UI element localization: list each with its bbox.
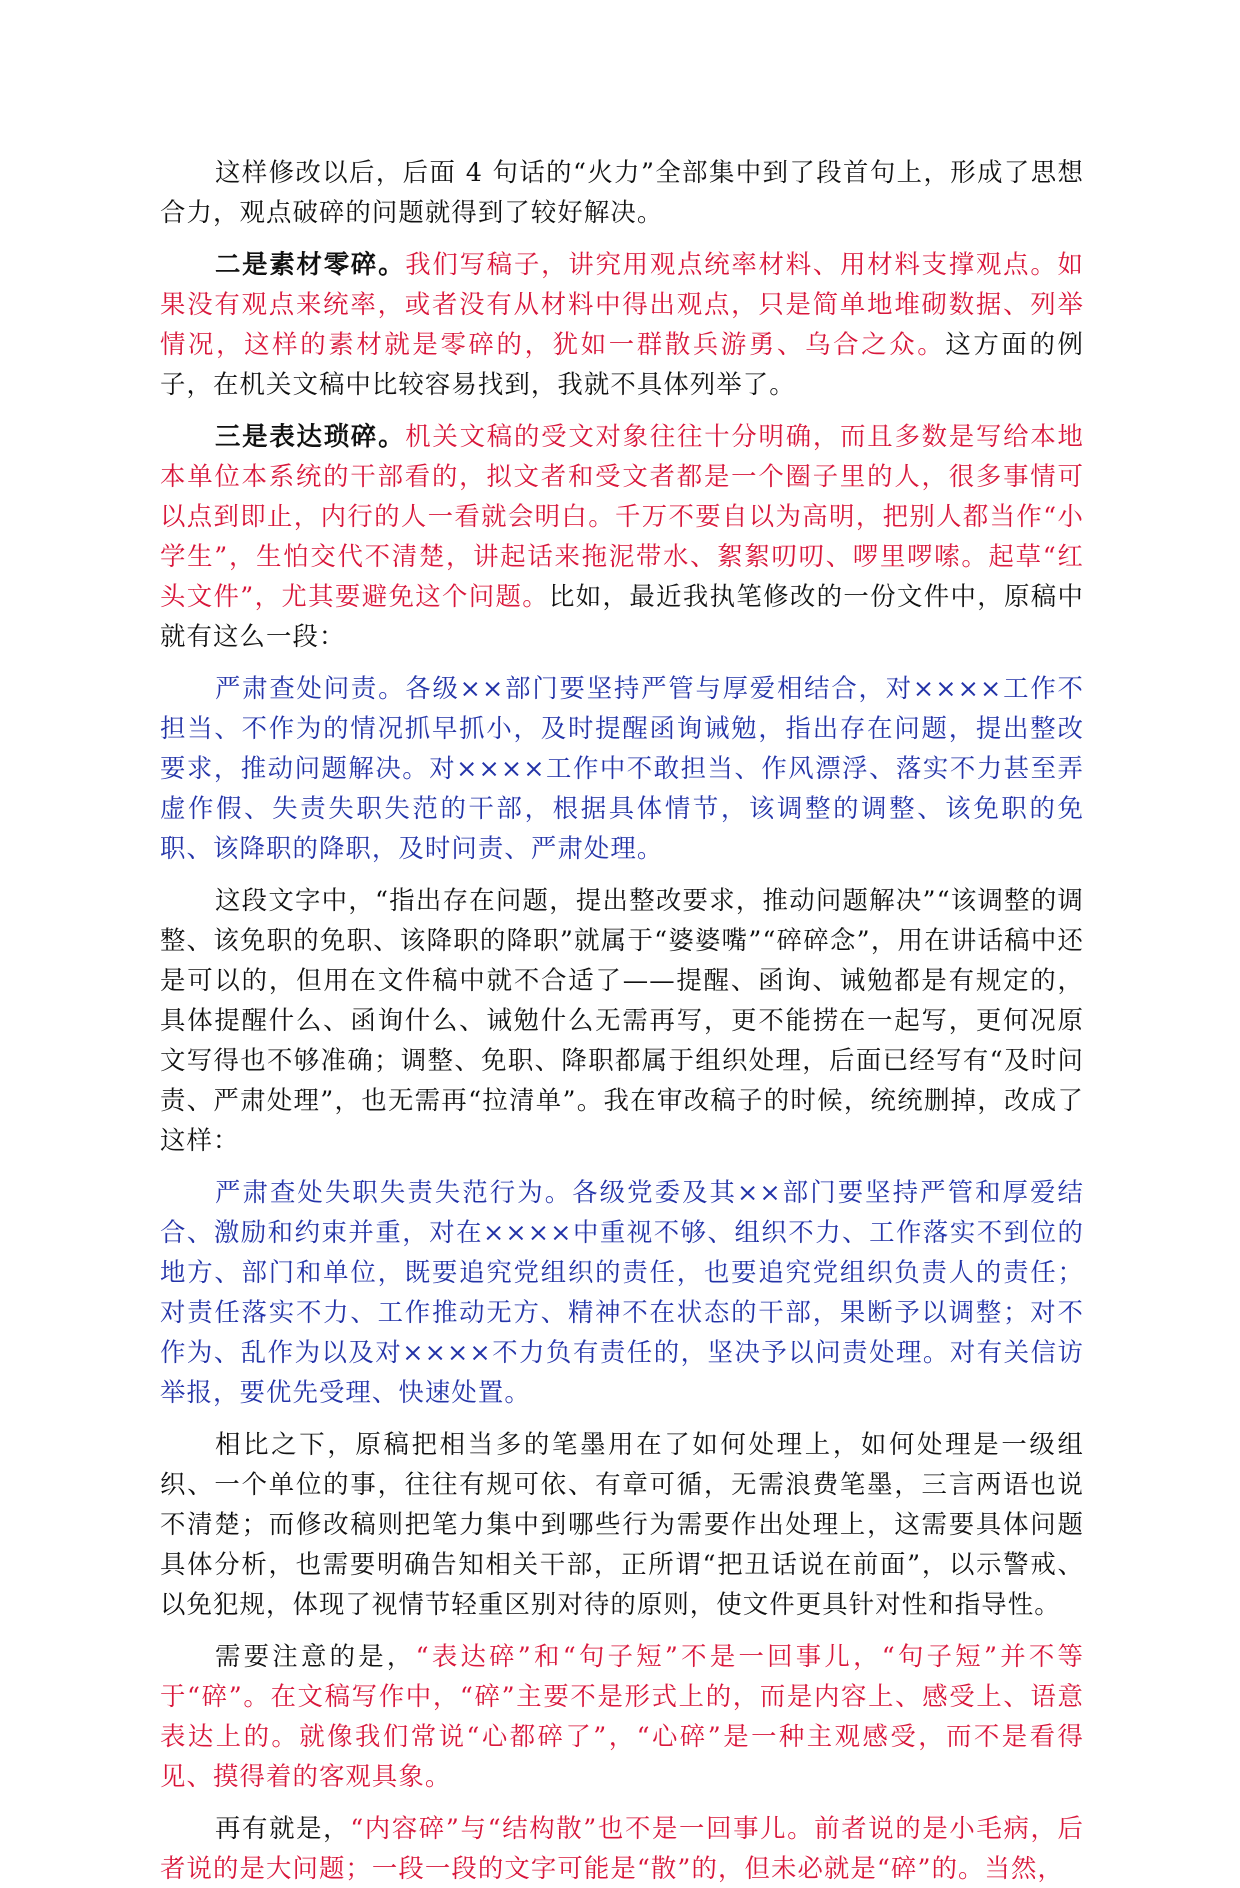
highlighted-text: 机关文稿的受文对象往往十分明确，而且多数是写给本地本单位本系统的干部看的，拟文者和受文者都是一个圈子里的人，很多事情可以点到即止，内行的人一看就会明白。千万不要自以为高明，把别人都当作“小学生”，生怕交代不清楚，讲起话来拖泥带水、絮絮叨叨、啰里啰嗦。起草“红头文件”，尤其要避免这个问题。	[160, 421, 1085, 611]
paragraph-2	[160, 244, 1084, 404]
text-segment: 比如，最近我执笔修改的一份文件中，原稿中就有这么一段：	[160, 581, 1085, 651]
document-page	[160, 152, 1085, 1883]
text-segment: 需要注意的是，	[215, 1641, 416, 1671]
text-segment: 这段文字中，“指出存在问题，提出整改要求，推动问题解决”“该调整的调整、该免职的免职、该降职的降职”就属于“婆婆嘴”“碎碎念”，用在讲话稿中还是可以的，但用在文件稿中就不合适了——提醒、函询、诫勉都是有规定的，具体提醒什么、函询什么、诫勉什么无需再写，更不能捞在一起写，更何况原文写得也不够准确；调整、免职、降职都属于组织处理，后面已经写有“及时问责、严肃处理”，也无需再“拉清单”。我在审改稿子的时候，统统删掉，改成了这样：	[160, 885, 1084, 1155]
paragraph-8	[160, 1636, 1084, 1796]
paragraph-6-quoted-revision	[160, 1172, 1084, 1412]
highlighted-text: “表达碎”和“句子短”不是一回事儿，“句子短”并不等于“碎”。在文稿写作中，“碎”主要不是形式上的，而是内容上、感受上、语意表达上的。就像我们常说“心都碎了”，“心碎”是一种主观感受，而不是看得见、摸得着的客观具象。	[160, 1641, 1085, 1791]
paragraph-5	[160, 880, 1084, 1160]
text-segment: 这方面的例子，在机关文稿中比较容易找到，我就不具体列举了。	[160, 329, 1084, 399]
paragraph-9	[160, 1808, 1084, 1888]
text-segment: 相比之下，原稿把相当多的笔墨用在了如何处理上，如何处理是一级组织、一个单位的事，往往有规可依、有章可循，无需浪费笔墨，三言两语也说不清楚；而修改稿则把笔力集中到哪些行为需要作出处理上，这需要具体问题具体分析，也需要明确告知相关干部，正所谓“把丑话说在前面”，以示警戒、以免犯规，体现了视情节轻重区别对待的原则，使文件更具针对性和指导性。	[160, 1429, 1084, 1619]
section-heading: 二是素材零碎。	[215, 249, 406, 279]
section-heading: 三是表达琐碎。	[215, 421, 406, 451]
text-segment: 再有就是，	[215, 1813, 351, 1843]
text-segment: 这样修改以后，后面 4 句话的“火力”全部集中到了段首句上，形成了思想合力，观点破碎的问题就得到了较好解决。	[160, 157, 1084, 227]
highlighted-text: “内容碎”与“结构散”也不是一回事儿。前者说的是小毛病，后者说的是大问题；一段一段的文字可能是“散”的，但未必就是“碎”的。当然，	[160, 1813, 1085, 1883]
paragraph-4-quoted-original	[160, 668, 1084, 868]
paragraph-1	[160, 152, 1084, 232]
quoted-text: 严肃查处失职失责失范行为。各级党委及其××部门要坚持严管和厚爱结合、激励和约束并重，对在××××中重视不够、组织不力、工作落实不到位的地方、部门和单位，既要追究党组织的责任，也要追究党组织负责人的责任；对责任落实不力、工作推动无方、精神不在状态的干部，果断予以调整；对不作为、乱作为以及对××××不力负有责任的，坚决予以问责处理。对有关信访举报，要优先受理、快速处置。	[160, 1177, 1084, 1407]
paragraph-7	[160, 1424, 1084, 1624]
highlighted-text: 我们写稿子，讲究用观点统率材料、用材料支撑观点。如果没有观点来统率，或者没有从材料中得出观点，只是简单地堆砌数据、列举情况，这样的素材就是零碎的，犹如一群散兵游勇、乌合之众。	[160, 249, 1085, 359]
paragraph-3	[160, 416, 1084, 656]
quoted-text: 严肃查处问责。各级××部门要坚持严管与厚爱相结合，对××××工作不担当、不作为的情况抓早抓小，及时提醒函询诫勉，指出存在问题，提出整改要求，推动问题解决。对××××工作中不敢担当、作风漂浮、落实不力甚至弄虚作假、失责失职失范的干部，根据具体情节，该调整的调整、该免职的免职、该降职的降职，及时问责、严肃处理。	[160, 673, 1084, 863]
